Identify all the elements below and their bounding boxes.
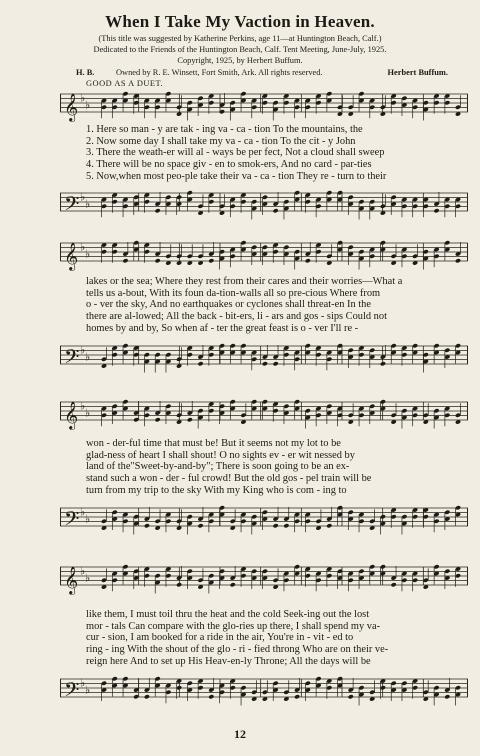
treble-clef-icon: 𝄞 — [64, 242, 79, 270]
treble-clef-icon: 𝄞 — [64, 401, 79, 429]
note-head — [155, 208, 161, 213]
lyric-line: 1. Here so man - y are tak - ing va - ca - tion To the mountains, the — [86, 124, 363, 135]
author-initials: H. B. — [76, 68, 95, 77]
note-head — [144, 694, 150, 699]
note-head — [208, 258, 214, 263]
note-head — [122, 258, 128, 263]
bass-staff-2 — [60, 340, 468, 374]
note-head — [273, 523, 279, 528]
bass-staff-1 — [60, 187, 468, 221]
bass-clef-icon: 𝄢 — [64, 345, 80, 373]
note-head — [208, 694, 214, 699]
bass-clef-icon: 𝄢 — [64, 192, 80, 220]
lyric-line: glad-ness of heart I shall shout! O no sights ev - er wit nessed by — [86, 449, 355, 461]
note-head — [187, 417, 193, 422]
lyric-line: homes by and by, So when af - ter the great feast is o - ver I'll re - — [86, 322, 359, 334]
note-head — [197, 361, 203, 366]
note-head — [273, 208, 279, 213]
note-head — [433, 208, 439, 213]
flat-icon: ♭ — [85, 350, 91, 364]
note-head — [283, 523, 289, 528]
page-number: 12 — [234, 727, 246, 741]
treble-staff-4-svg — [60, 561, 468, 595]
lyric-line: land of the"Sweet-by-and-by"; There is soon going to be an ex- — [86, 461, 350, 473]
note-head — [176, 582, 182, 587]
note-head — [197, 523, 203, 528]
lyric-line: cur - sion, I am booked for a ride in the air, You're in - vit - ed to — [86, 632, 354, 644]
note-head — [444, 694, 450, 699]
bass-clef-icon: 𝄢 — [64, 678, 80, 706]
lyric-line: stand such a won - der - ful crowd! But the old gos - pel train will be — [86, 473, 372, 485]
flat-icon: ♭ — [85, 512, 91, 526]
flat-icon: ♭ — [80, 564, 86, 578]
copyright-line: Copyright, 1925, by Herbert Buffum. — [177, 56, 303, 65]
lyric-line: turn from my trip to the sky With my King who is com - ing to — [86, 484, 347, 496]
verse-block-4 — [86, 609, 464, 668]
bass-staff-1-svg — [60, 187, 468, 221]
bass-staff-4 — [60, 673, 468, 707]
treble-staff-3 — [60, 396, 468, 430]
note-head — [380, 361, 386, 366]
note-head — [348, 694, 354, 699]
lyric-line: like them, I must toil thru the heat and the cold Seek-ing out the lost — [86, 609, 370, 620]
note-head — [305, 258, 311, 263]
flat-icon: ♭ — [80, 676, 86, 690]
flat-icon: ♭ — [85, 571, 91, 585]
lyric-line: o - ver the sky, And no earthquakes or cyclones shall threat-en In the — [86, 299, 371, 311]
flat-icon: ♭ — [80, 91, 86, 105]
treble-clef-icon: 𝄞 — [64, 566, 79, 594]
flat-icon: ♭ — [80, 399, 86, 413]
note-head — [155, 417, 161, 422]
note-head — [294, 694, 300, 699]
dedication-line: Dedicated to the Friends of the Huntington Beach, Calf. Tent Meeting, June-July, 1925. — [93, 45, 387, 54]
lyric-line: 2. Now some day I shall take my va - ca - tion To the cit - y John — [86, 135, 356, 147]
lyric-line: lakes or the sea; Where they rest from their cares and their worries—What a — [86, 276, 403, 287]
flat-icon: ♭ — [85, 683, 91, 697]
flat-icon: ♭ — [80, 343, 86, 357]
composer-name: Herbert Buffum. — [387, 68, 448, 77]
note-head — [391, 582, 397, 587]
lyric-line: ring - ing With the shout of the glo - ri - fied throng Who are on their ve- — [86, 644, 389, 656]
flat-icon: ♭ — [80, 505, 86, 519]
owner-notice: Owned by R. E. Winsett, Fort Smith, Ark. All rights reserved. — [116, 68, 323, 77]
lyric-line: 4. There will be no space giv - en to smok-ers, And no card - par-ties — [86, 159, 372, 171]
treble-staff-3-svg — [60, 396, 468, 430]
flat-icon: ♭ — [85, 98, 91, 112]
flat-icon: ♭ — [85, 247, 91, 261]
lyric-line: tells us a-bout, With its foun da-tion-walls all so pre-cious Where from — [86, 287, 381, 299]
lyric-line: won - der-ful time that must be! But it seems not my lot to be — [86, 438, 341, 449]
bass-clef-icon: 𝄢 — [64, 507, 80, 535]
treble-staff-2 — [60, 237, 468, 271]
note-head — [326, 523, 332, 528]
bass-staff-3-svg — [60, 502, 468, 536]
flat-icon: ♭ — [80, 190, 86, 204]
verse-block-3 — [86, 438, 464, 497]
bass-staff-4-svg — [60, 673, 468, 707]
treble-staff-4 — [60, 561, 468, 595]
lyric-line: reign here And to set up His Heav-en-ly Throne; All the days will be — [86, 655, 371, 667]
lyric-line: 3. There the weath-er will al - ways be per fect, Not a cloud shall sweep — [86, 147, 385, 159]
bass-staff-3 — [60, 502, 468, 536]
song-title: When I Take My Vaction in Heaven. — [105, 12, 375, 31]
note-head — [273, 361, 279, 366]
verse-block-1 — [86, 124, 464, 183]
note-head — [262, 361, 268, 366]
lyric-line: 5. Now,when most peo-ple take their va - ca - tion They re - turn to their — [86, 170, 387, 182]
flat-icon: ♭ — [85, 197, 91, 211]
treble-staff-1-svg — [60, 88, 468, 122]
tempo-marking: GOOD AS A DUET. — [86, 79, 164, 88]
bass-staff-2-svg — [60, 340, 468, 374]
note-head — [144, 523, 150, 528]
title-suggestion-note: (This title was suggested by Katherine Perkins, age 11—at Huntington Beach, Calf.) — [98, 34, 382, 43]
treble-staff-1 — [60, 88, 468, 122]
flat-icon: ♭ — [80, 240, 86, 254]
verse-block-2 — [86, 276, 464, 335]
note-head — [230, 582, 236, 587]
lyric-line: mor - tals Can compare with the glo-ries up there, I shall spend my va- — [86, 620, 381, 632]
note-head — [455, 258, 461, 263]
treble-clef-icon: 𝄞 — [64, 93, 79, 121]
flat-icon: ♭ — [85, 406, 91, 420]
treble-staff-2-svg — [60, 237, 468, 271]
lyric-line: there are al-lowed; All the back - bit-ers, li - ars and gos - sips Could not — [86, 311, 387, 323]
ownership-line — [76, 68, 448, 77]
note-head — [155, 258, 161, 263]
